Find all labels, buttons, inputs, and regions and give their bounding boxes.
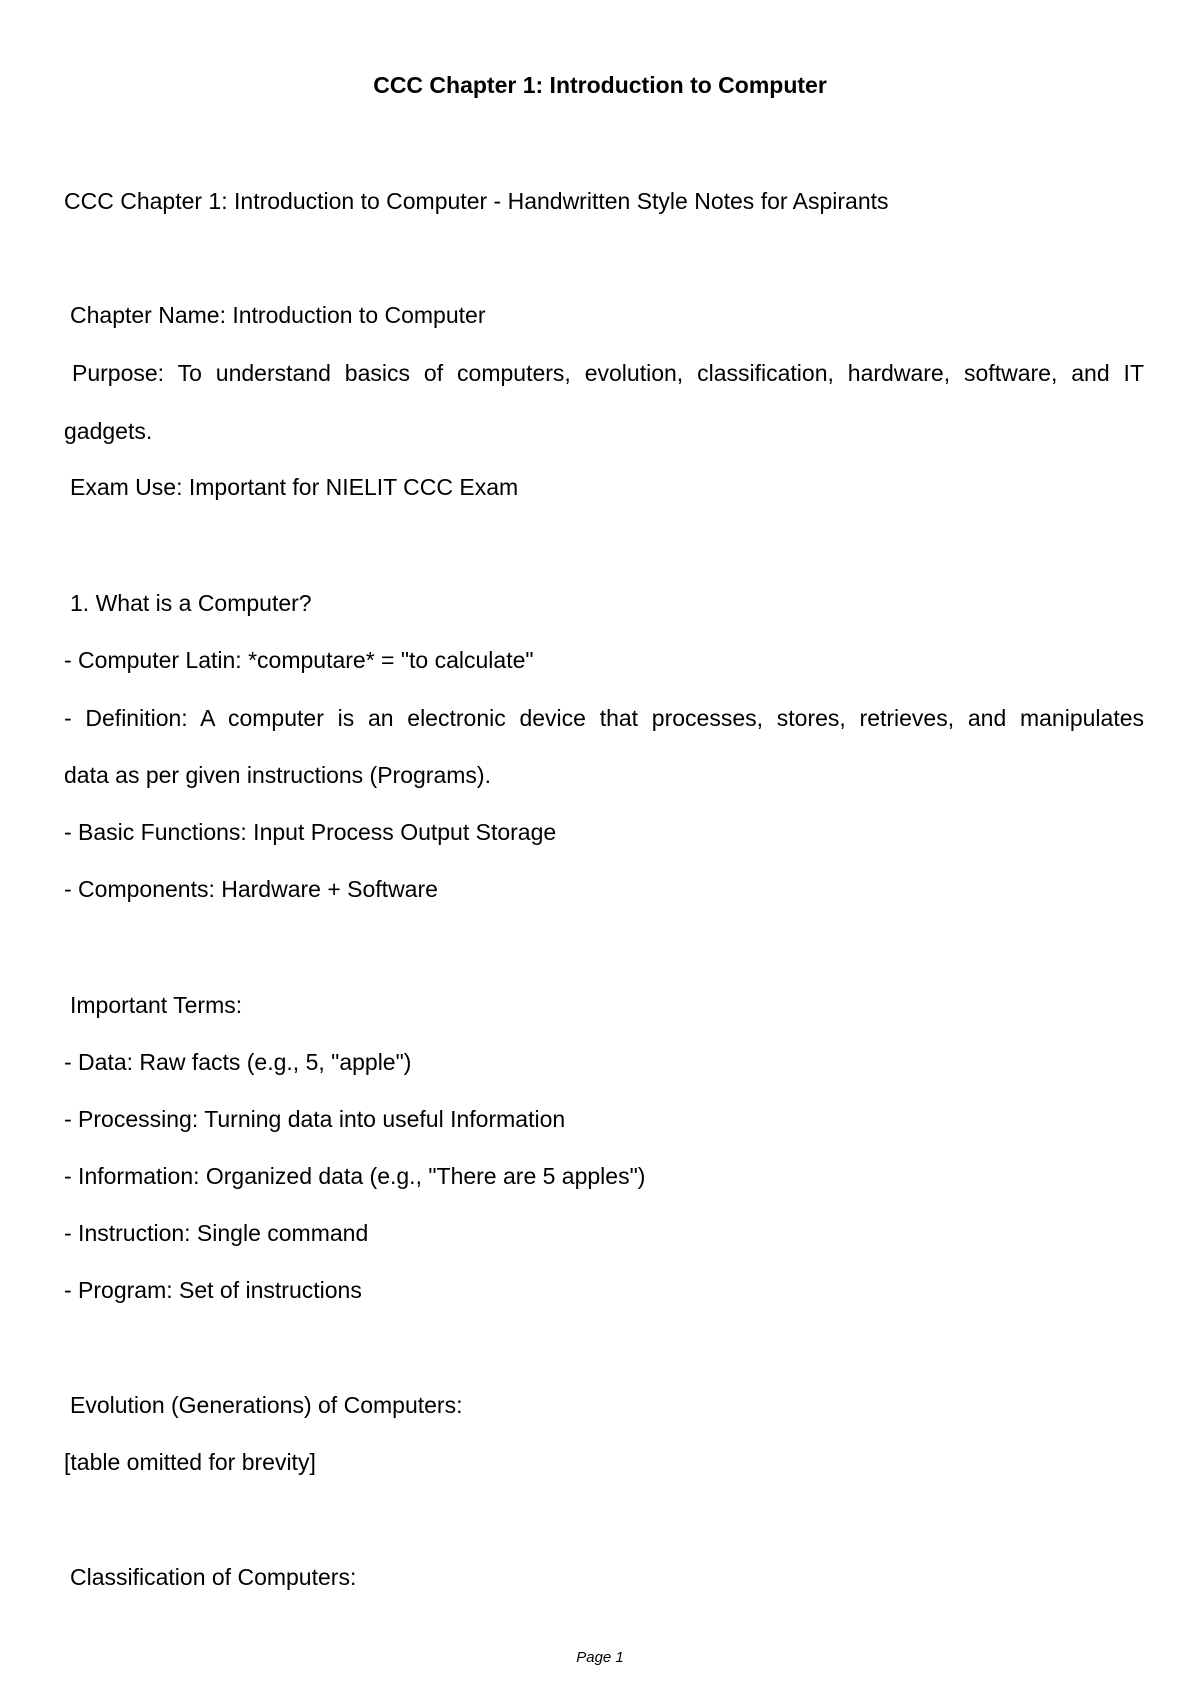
definition-line-2: data as per given instructions (Programs). — [64, 762, 491, 788]
classification-heading: Classification of Computers: — [70, 1564, 357, 1590]
components: - Components: Hardware + Software — [64, 876, 438, 902]
chapter-name: Chapter Name: Introduction to Computer — [70, 302, 486, 328]
term-item: - Data: Raw facts (e.g., 5, "apple") — [64, 1049, 412, 1075]
term-item: - Instruction: Single command — [64, 1220, 369, 1246]
evolution-heading: Evolution (Generations) of Computers: — [70, 1392, 463, 1418]
purpose-line-1: Purpose: To understand basics of computers, evolution, classification, hardware, software, and IT — [72, 360, 1144, 386]
term-item: - Information: Organized data (e.g., "There are 5 apples") — [64, 1163, 646, 1189]
document-subtitle: CCC Chapter 1: Introduction to Computer - Handwritten Style Notes for Aspirants — [64, 188, 889, 214]
term-item: - Processing: Turning data into useful Information — [64, 1106, 566, 1132]
purpose-line-2: gadgets. — [64, 418, 153, 444]
table-omitted-note: [table omitted for brevity] — [64, 1449, 316, 1475]
document-title: CCC Chapter 1: Introduction to Computer — [373, 72, 827, 98]
important-terms-heading: Important Terms: — [70, 992, 243, 1018]
section-heading-what-is-computer: 1. What is a Computer? — [70, 590, 312, 616]
exam-use: Exam Use: Important for NIELIT CCC Exam — [70, 474, 519, 500]
definition-line-1: - Definition: A computer is an electronic device that processes, stores, retrieves, and manipulates — [64, 705, 1144, 731]
computer-latin-origin: - Computer Latin: *computare* = "to calculate" — [64, 647, 534, 673]
page-number: Page 1 — [576, 1649, 624, 1666]
basic-functions: - Basic Functions: Input Process Output Storage — [64, 819, 557, 845]
term-item: - Program: Set of instructions — [64, 1277, 362, 1303]
